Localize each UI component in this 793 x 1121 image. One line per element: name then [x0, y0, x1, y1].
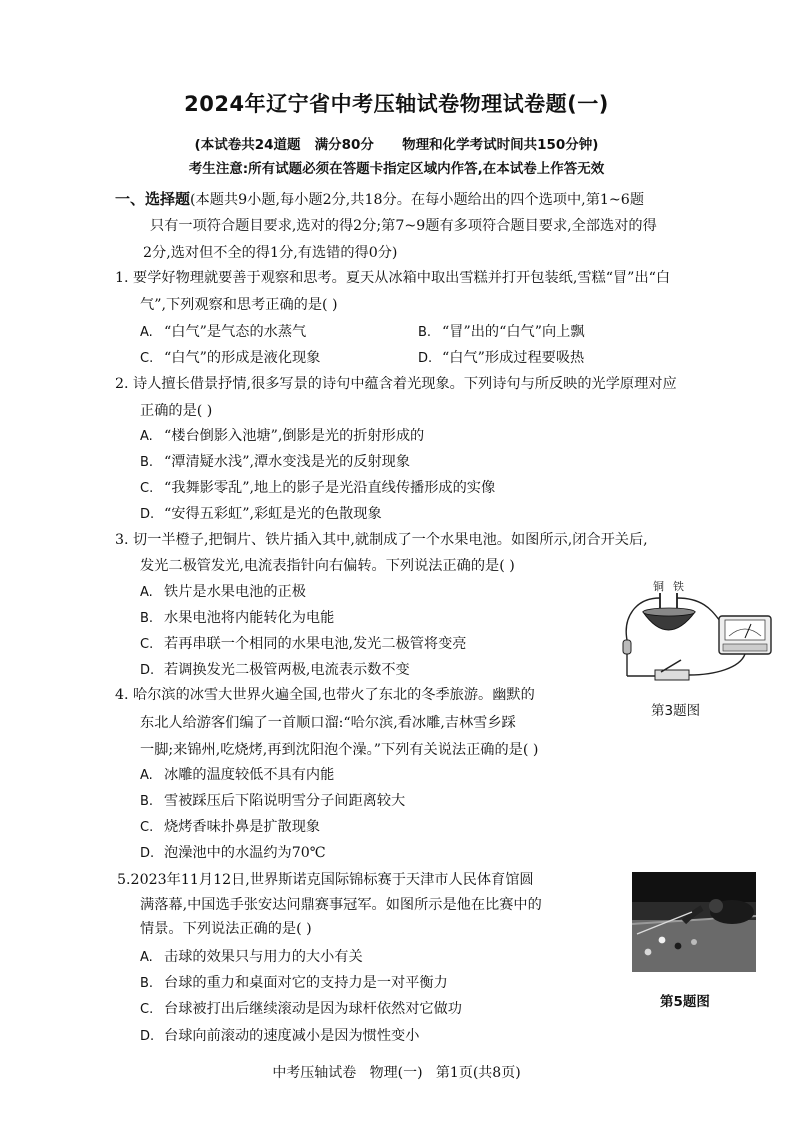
q3-option-b: [140, 608, 334, 629]
iron-label: 铁: [673, 580, 684, 593]
q3-stem-line-1: 3. 切一半橙子,把铜片、铁片插入其中,就制成了一个水果电池。如图所示,闭合开关后,: [115, 532, 648, 548]
option-letter: C.: [140, 637, 154, 652]
q2-option-b: [140, 452, 410, 473]
option-text: 水果电池将内能转化为电能: [164, 610, 335, 626]
option-text: “白气”的形成是液化现象: [164, 350, 321, 366]
q5-option-b: [140, 973, 448, 994]
cue-ball: [659, 937, 666, 944]
option-text: “潭清疑水浅”,潭水变浅是光的反射现象: [164, 454, 411, 470]
q2-stem-line-1: 2. 诗人擅长借景抒情,很多写景的诗句中蕴含着光现象。下列诗句与所反映的光学原理对应: [115, 376, 677, 392]
led: [623, 640, 631, 654]
figure-5-caption: 第5题图: [660, 994, 710, 1010]
q2-option-d: [140, 504, 382, 525]
option-letter: D.: [140, 507, 155, 522]
q2-option-a: [140, 426, 424, 447]
option-text: 铁片是水果电池的正极: [164, 584, 306, 600]
q2-stem-line-2: 正确的是( ): [140, 403, 213, 419]
q1-stem-line-2: 气”,下列观察和思考正确的是( ): [140, 297, 338, 313]
q4-option-d: [140, 843, 326, 864]
switch: [655, 670, 689, 680]
option-letter: C.: [140, 481, 154, 496]
q1-stem-line-1: 1. 要学好物理就要善于观察和思考。夏天从冰箱中取出雪糕并打开包装纸,雪糕“冒”出“白: [115, 270, 671, 286]
option-letter: C.: [140, 351, 154, 366]
option-letter: B.: [140, 611, 154, 626]
option-letter: D.: [140, 846, 155, 861]
option-text: 台球被打出后继续滚动是因为球杆依然对它做功: [164, 1001, 462, 1017]
option-letter: A.: [140, 768, 153, 783]
option-letter: C.: [140, 1002, 154, 1017]
q4-stem-line-2: 东北人给游客们编了一首顺口溜:“哈尔滨,看冰雕,吉林雪乡踩: [140, 715, 516, 731]
option-text: 台球向前滚动的速度减小是因为惯性变小: [164, 1028, 420, 1044]
option-letter: A.: [140, 429, 153, 444]
q5-option-a: [140, 947, 363, 968]
q2-option-c: [140, 478, 495, 499]
option-text: “安得五彩虹”,彩虹是光的色散现象: [164, 506, 382, 522]
q4-option-b: [140, 791, 405, 812]
candidate-notice: 考生注意:所有试题必须在答题卡指定区域内作答,在本试卷上作答无效: [188, 161, 605, 177]
snooker-photo-figure: [632, 872, 756, 972]
option-letter: C.: [140, 820, 154, 835]
section-intro-3: 2分,选对但不全的得1分,有选错的得0分): [143, 245, 398, 261]
q4-option-c: [140, 817, 320, 838]
option-text: “我舞影零乱”,地上的影子是光沿直线传播形成的实像: [164, 480, 496, 496]
q3-option-a: [140, 582, 306, 603]
q5-option-d: [140, 1026, 419, 1047]
option-text: 台球的重力和桌面对它的支持力是一对平衡力: [164, 975, 448, 991]
option-text: 泡澡池中的水温约为70℃: [164, 845, 326, 861]
option-text: “白气”形成过程要吸热: [442, 350, 585, 366]
option-letter: B.: [140, 976, 154, 991]
q5-option-c: [140, 999, 462, 1020]
section-instructions-line-1: [115, 189, 644, 210]
q4-option-a: [140, 765, 334, 786]
option-text: 击球的效果只与用力的大小有关: [164, 949, 363, 965]
option-letter: B.: [140, 794, 154, 809]
q5-stem-line-3: 情景。下列说法正确的是( ): [140, 921, 312, 937]
option-text: 烧烤香味扑鼻是扩散现象: [164, 819, 321, 835]
q5-stem-line-1: 5.2023年11月12日,世界斯诺克国际锦标赛于天津市人民体育馆圆: [117, 872, 534, 888]
option-text: “楼台倒影入池塘”,倒影是光的折射形成的: [164, 428, 425, 444]
option-letter: D.: [140, 663, 155, 678]
q4-stem-line-1: 4. 哈尔滨的冰雪大世界火遍全国,也带火了东北的冬季旅游。幽默的: [115, 687, 535, 703]
option-letter: D.: [418, 351, 433, 366]
option-letter: B.: [140, 455, 154, 470]
section-intro-2: 只有一项符合题目要求,选对的得2分;第7~9题有多项符合题目要求,全部选对的得: [150, 218, 657, 234]
option-letter: B.: [418, 325, 432, 340]
section-intro-1: (本题共9小题,每小题2分,共18分。在每小题给出的四个选项中,第1~6题: [190, 192, 645, 208]
option-text: “白气”是气态的水蒸气: [164, 324, 307, 340]
q3-option-d: [140, 660, 410, 681]
exam-info: (本试卷共24道题 满分80分 物理和化学考试时间共150分钟): [194, 137, 599, 153]
q4-stem-line-3: 一脚;来锦州,吃烧烤,再到沈阳泡个澡。”下列有关说法正确的是( ): [140, 742, 539, 758]
page-title: 2024年辽宁省中考压轴试卷物理试卷题(一): [184, 92, 609, 116]
option-text: 若调换发光二极管两极,电流表示数不变: [164, 662, 410, 678]
q1-option-a: [140, 322, 306, 343]
option-text: “冒”出的“白气”向上飘: [442, 324, 585, 340]
q5-stem-line-2: 满落幕,中国选手张安达问鼎赛事冠军。如图所示是他在比赛中的: [140, 897, 542, 913]
fruit-battery-circuit-figure: [615, 578, 780, 693]
figure-3-caption: 第3题图: [651, 703, 701, 719]
option-text: 雪被踩压后下陷说明雪分子间距离较大: [164, 793, 406, 809]
option-text: 若再串联一个相同的水果电池,发光二极管将变亮: [164, 636, 467, 652]
q1-option-b: [418, 322, 585, 343]
option-letter: A.: [140, 325, 153, 340]
option-letter: A.: [140, 950, 153, 965]
q1-option-d: [418, 348, 584, 369]
q3-stem-line-2: 发光二极管发光,电流表指针向右偏转。下列说法正确的是( ): [140, 558, 515, 574]
q1-option-c: [140, 348, 320, 369]
section-heading: 一、选择题: [115, 190, 191, 208]
option-text: 冰雕的温度较低不具有内能: [164, 767, 335, 783]
option-letter: D.: [140, 1029, 155, 1044]
option-letter: A.: [140, 585, 153, 600]
page-footer: 中考压轴试卷 物理(一) 第1页(共8页): [272, 1065, 521, 1081]
copper-label: 铜: [653, 580, 664, 593]
q3-option-c: [140, 634, 466, 655]
